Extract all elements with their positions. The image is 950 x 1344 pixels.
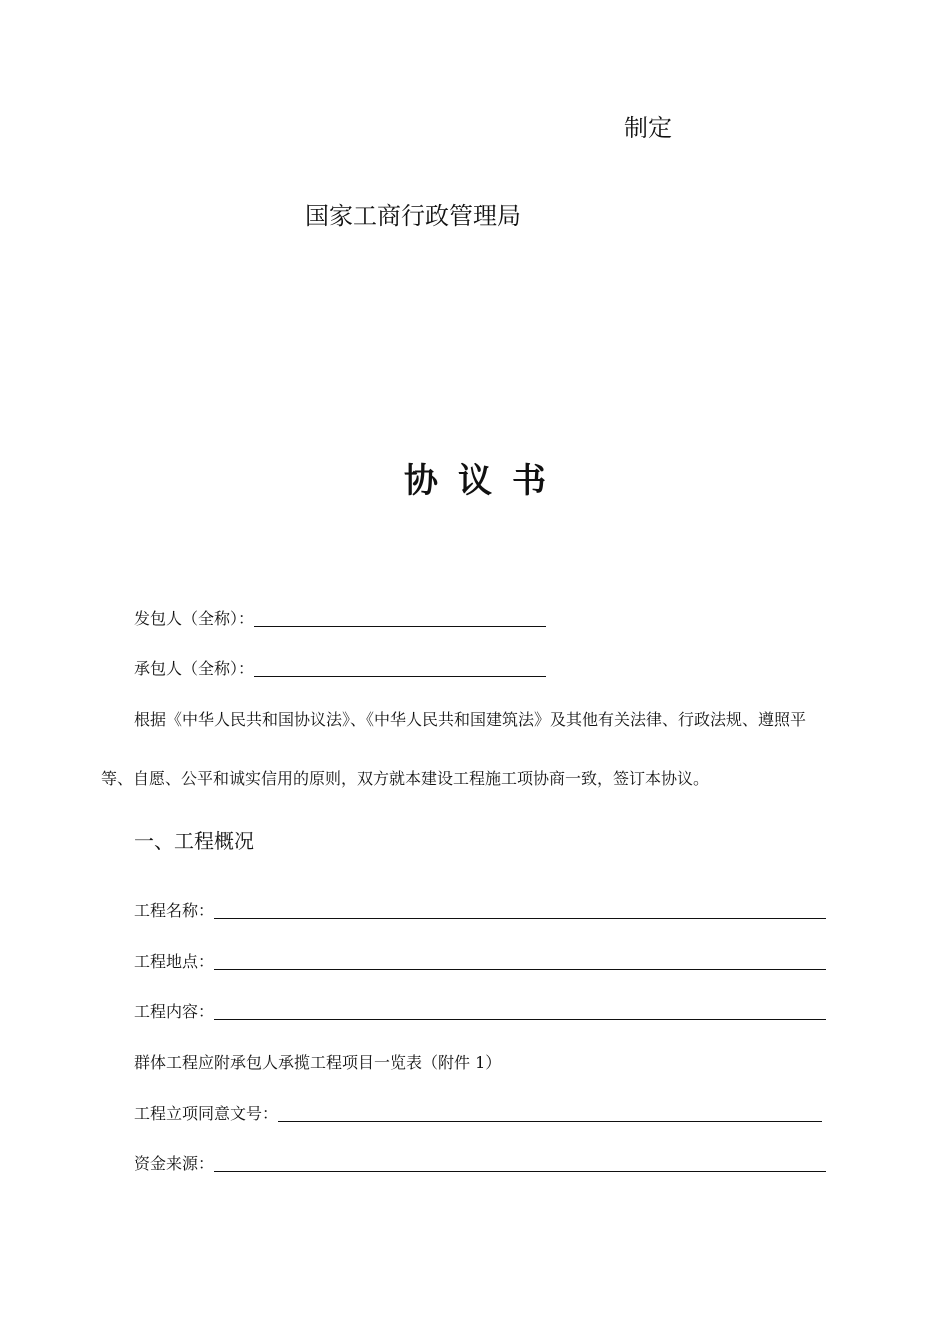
preamble-line-2: 等、自愿、公平和诚实信用的原则，双方就本建设工程施工项协商一致，签订本协议。 [101, 769, 710, 788]
group-project-note: 群体工程应附承包人承揽工程项目一览表（附件 1） [134, 1053, 502, 1072]
header-made-text: 制定 [624, 114, 672, 142]
project-name-input-line[interactable] [214, 902, 826, 919]
project-content-input-line[interactable] [214, 1003, 826, 1020]
contractor-input-line[interactable] [254, 660, 546, 677]
approval-number-label: 工程立项同意文号： [134, 1104, 279, 1123]
funding-source-input-line[interactable] [214, 1155, 826, 1172]
section-heading-project-overview: 一、工程概况 [134, 829, 254, 853]
document-title: 协议书 [404, 461, 566, 501]
approval-number-input-line[interactable] [278, 1105, 822, 1122]
project-content-row [134, 1001, 826, 1023]
employer-label: 发包人（全称）： [134, 609, 255, 628]
contractor-label: 承包人（全称）： [134, 659, 255, 678]
preamble-line-1: 根据《中华人民共和国协议法》、《中华人民共和国建筑法》及其他有关法律、行政法规、遵照平 [134, 710, 807, 729]
employer-input-line[interactable] [254, 610, 546, 627]
employer-field-row [134, 608, 546, 630]
issuing-bureau: 国家工商行政管理局 [305, 202, 521, 230]
project-location-label: 工程地点： [134, 952, 215, 971]
contractor-field-row [134, 658, 546, 680]
project-location-row [134, 951, 826, 973]
funding-source-row [134, 1153, 826, 1175]
funding-source-label: 资金来源： [134, 1154, 215, 1173]
project-name-label: 工程名称： [134, 901, 215, 920]
project-location-input-line[interactable] [214, 953, 826, 970]
project-content-label: 工程内容： [134, 1002, 215, 1021]
project-name-row [134, 900, 826, 922]
approval-number-row [134, 1103, 822, 1125]
